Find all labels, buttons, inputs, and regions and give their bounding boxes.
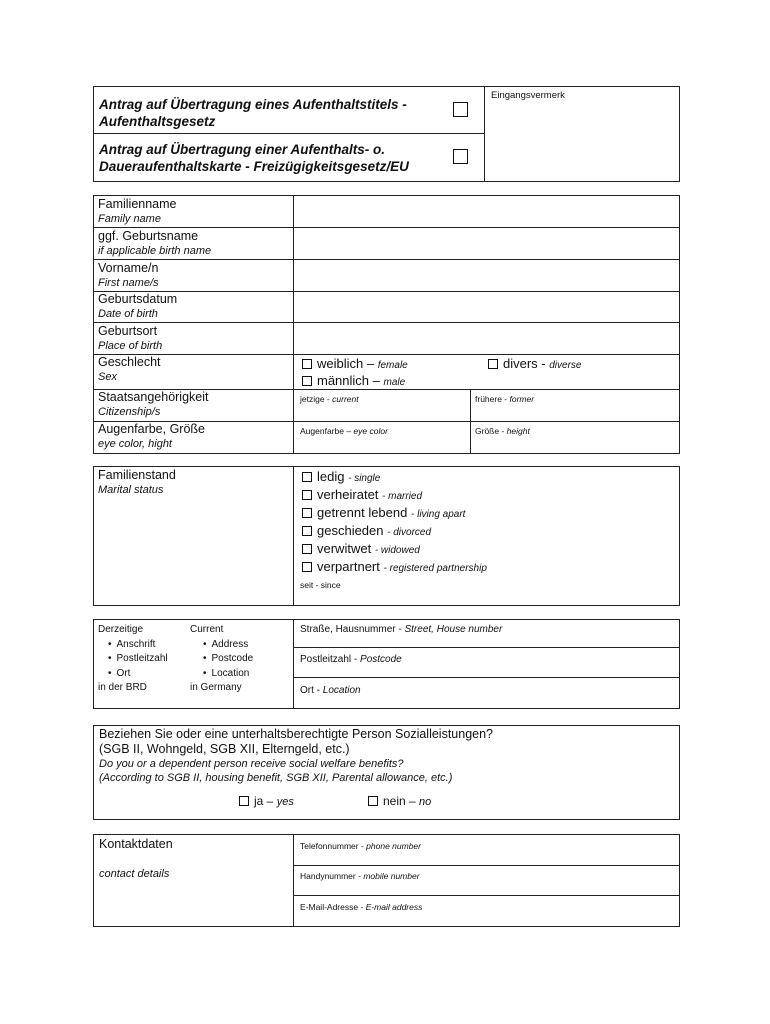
residence-title-checkbox[interactable] [453,102,468,117]
welfare-no-option[interactable]: nein – no [368,794,431,808]
receipt-note-label: Eingangsvermerk [491,90,565,101]
birth-place-label: Geburtsort Place of birth [98,324,163,352]
contact-label-en: contact details [99,868,170,880]
address-divider [293,619,294,709]
marital-divider [293,466,294,606]
marital-since-field[interactable]: seit - since [300,580,341,590]
marital-option-divorced[interactable]: geschieden - divorced [302,523,431,538]
header-divider-horizontal [93,133,485,134]
marital-option-married[interactable]: verheiratet - married [302,487,422,502]
location-field[interactable]: Ort - Location [300,685,361,696]
address-label-en: Current • Address • Postcode • Location in Germany [190,623,253,696]
row-line [93,354,680,355]
welfare-question: Beziehen Sie oder eine unterhaltsberechtigte Person Sozialleistungen? (SGB II, Wohngeld, SGB XII, Elterngeld, etc.) Do you or a dependent person receive social welfare benefits? (According to SGB II, housing benefit, SGB XII, Parental allowance, etc.) [99,727,494,784]
birth-name-field[interactable] [294,228,679,259]
sex-option-male[interactable]: männlich – male [302,373,405,388]
citizenship-former-field[interactable]: frühere - former [475,394,535,404]
header-divider-vertical [484,86,485,182]
widowed-checkbox[interactable] [302,544,312,554]
email-field[interactable]: E-Mail-Adresse - E-mail address [300,902,423,912]
sex-option-diverse[interactable]: divers - diverse [488,356,582,371]
application-option-residence-title: Antrag auf Übertragung eines Aufenthaltstitels - Aufenthaltsgesetz [99,97,407,129]
marital-option-living-apart[interactable]: getrennt lebend - living apart [302,505,465,520]
sex-option-female[interactable]: weiblich – female [302,356,408,371]
male-checkbox[interactable] [302,376,312,386]
first-name-label: Vorname/n First name/s [98,261,159,289]
citizenship-label: Staatsangehörigkeit Citizenship/s [98,390,209,418]
female-checkbox[interactable] [302,359,312,369]
row-line [293,647,680,648]
birth-name-label: ggf. Geburtsname if applicable birth name [98,229,212,257]
citizenship-current-field[interactable]: jetzige - current [300,394,359,404]
birth-place-field[interactable] [294,323,679,354]
application-option-eu-card: Antrag auf Übertragung einer Aufenthalts- o. Daueraufenthaltskarte - Freizügigkeitsgesetz/EU [99,142,409,174]
welfare-yes-checkbox[interactable] [239,796,249,806]
contact-label: Kontaktdaten [99,837,173,851]
height-field[interactable]: Größe - height [475,426,530,436]
eye-height-label: Augenfarbe, Größe eye color, hight [98,422,206,450]
contact-divider [293,834,294,927]
welfare-no-checkbox[interactable] [368,796,378,806]
row-line [293,895,680,896]
married-checkbox[interactable] [302,490,312,500]
address-label-de: Derzeitige • Anschrift • Postleitzahl • Ort in der BRD [98,623,168,696]
family-name-label: Familienname Family name [98,197,177,225]
street-field[interactable]: Straße, Hausnummer - Street, House number [300,624,503,635]
marital-option-partnership[interactable]: verpartnert - registered partnership [302,559,487,574]
eye-color-field[interactable]: Augenfarbe – eye color [300,426,388,436]
diverse-checkbox[interactable] [488,359,498,369]
row-line [293,865,680,866]
eu-card-checkbox[interactable] [453,149,468,164]
divorced-checkbox[interactable] [302,526,312,536]
single-checkbox[interactable] [302,472,312,482]
citizenship-divider [470,389,471,454]
marital-option-single[interactable]: ledig - single [302,469,380,484]
first-name-field[interactable] [294,260,679,291]
living-apart-checkbox[interactable] [302,508,312,518]
row-line [293,677,680,678]
mobile-field[interactable]: Handynummer - mobile number [300,871,420,881]
birth-date-label: Geburtsdatum Date of birth [98,292,178,320]
marital-status-label: Familienstand Marital status [98,468,176,496]
phone-field[interactable]: Telefonnummer - phone number [300,841,421,851]
birth-date-field[interactable] [294,292,679,322]
postcode-field[interactable]: Postleitzahl - Postcode [300,654,402,665]
marital-option-widowed[interactable]: verwitwet - widowed [302,541,420,556]
partnership-checkbox[interactable] [302,562,312,572]
sex-label: Geschlecht Sex [98,355,161,383]
welfare-yes-option[interactable]: ja – yes [239,794,294,808]
family-name-field[interactable] [294,196,679,227]
